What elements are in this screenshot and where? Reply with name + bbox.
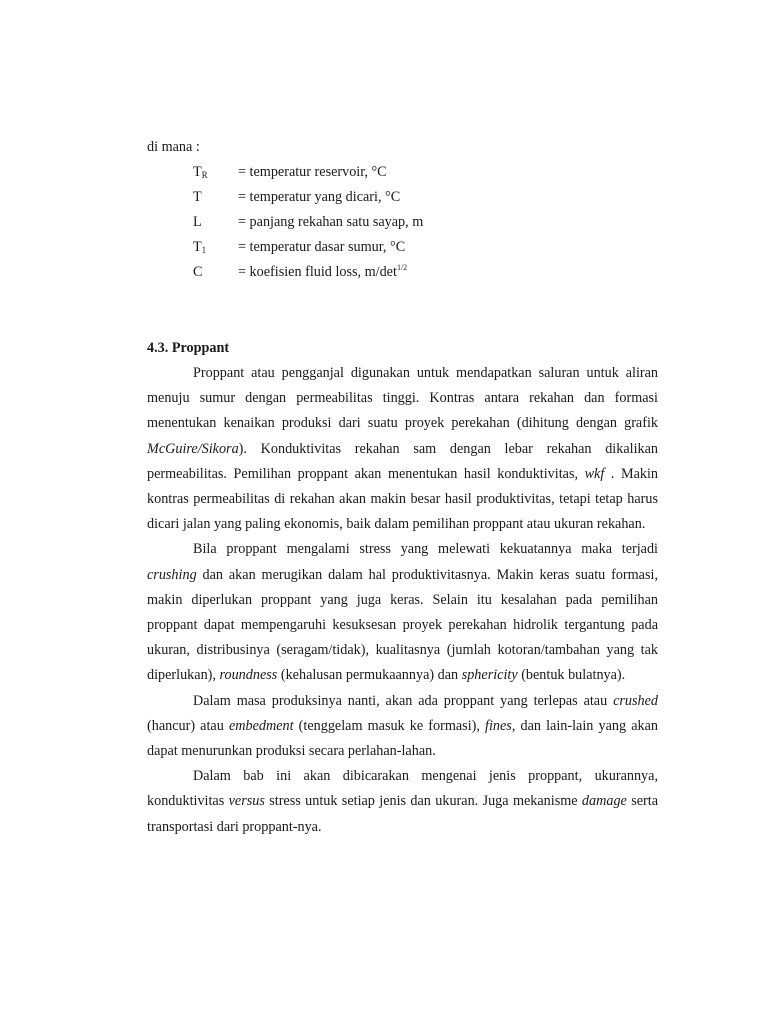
definition-row [193,262,423,287]
body-text [147,361,658,840]
variable-definitions [193,162,423,287]
definition-symbol: $T_1$ [193,239,207,255]
intro-text: di mana : [147,139,200,155]
definition-row [193,162,423,187]
paragraph: Bila proppant mengalami stress yang melewati kekuatannya maka terjadi crushing dan akan merugikan dalam hal produktivitasnya. Makin keras suatu formasi, makin diperlukan proppant yang juga keras. Selain itu kesalahan pada pemilihan proppant dapat mempengaruhi kesuksesan proyek perekahan hidrolik tergantung pada ukuran, distribusinya (seragam/tidak), kualitasnya (jumlah kotoran/tambahan yang tak diperlukan), roundness (kehalusan permukaannya) dan sphericity (bentuk bulatnya). [147,541,658,684]
definition-symbol: C [193,264,203,280]
definition-symbol: L [193,214,202,230]
definition-text: = temperatur yang dicari, °C [238,189,401,205]
paragraph: Proppant atau pengganjal digunakan untuk mendapatkan saluran untuk aliran menuju sumur dengan permeabilitas tinggi. Kontras antara rekahan dan formasi menentukan kenaikan produksi dari suatu proyek perekahan (dihitung dengan grafik McGuire/Sikora). Konduktivitas rekahan sam dengan lebar rekahan dikalikan permeabilitas. Pemilihan proppant akan menentukan hasil konduktivitas, wkf . Makin kontras permeabilitas di rekahan akan makin besar hasil produktivitas, tetapi tetap harus dicari jalan yang paling ekonomis, baik dalam pemilihan proppant atau ukuran rekahan. [147,365,658,533]
exponent: 1/2 [396,263,408,272]
definition-row [193,212,423,237]
definition-text: = temperatur reservoir, °C [238,164,387,180]
section-heading: 4.3. Proppant [147,340,230,356]
definition-row [193,237,423,262]
definition-symbol: $T_R$ [193,164,208,180]
definition-symbol: T [193,189,202,205]
definition-text: = koefisien fluid loss, m/det [238,264,397,280]
paragraph: Dalam bab ini akan dibicarakan mengenai jenis proppant, ukurannya, konduktivitas versus stress untuk setiap jenis dan ukuran. Juga mekanisme damage serta transportasi dari proppant-nya. [147,768,658,835]
definition-row [193,187,423,212]
definition-text: = temperatur dasar sumur, °C [238,239,406,255]
paragraph: Dalam masa produksinya nanti, akan ada proppant yang terlepas atau crushed (hancur) atau embedment (tenggelam masuk ke formasi), fines, dan lain-lain yang akan dapat menurunkan produksi secara perlahan-lahan. [147,692,658,760]
definition-text: = panjang rekahan satu sayap, m [238,214,424,230]
